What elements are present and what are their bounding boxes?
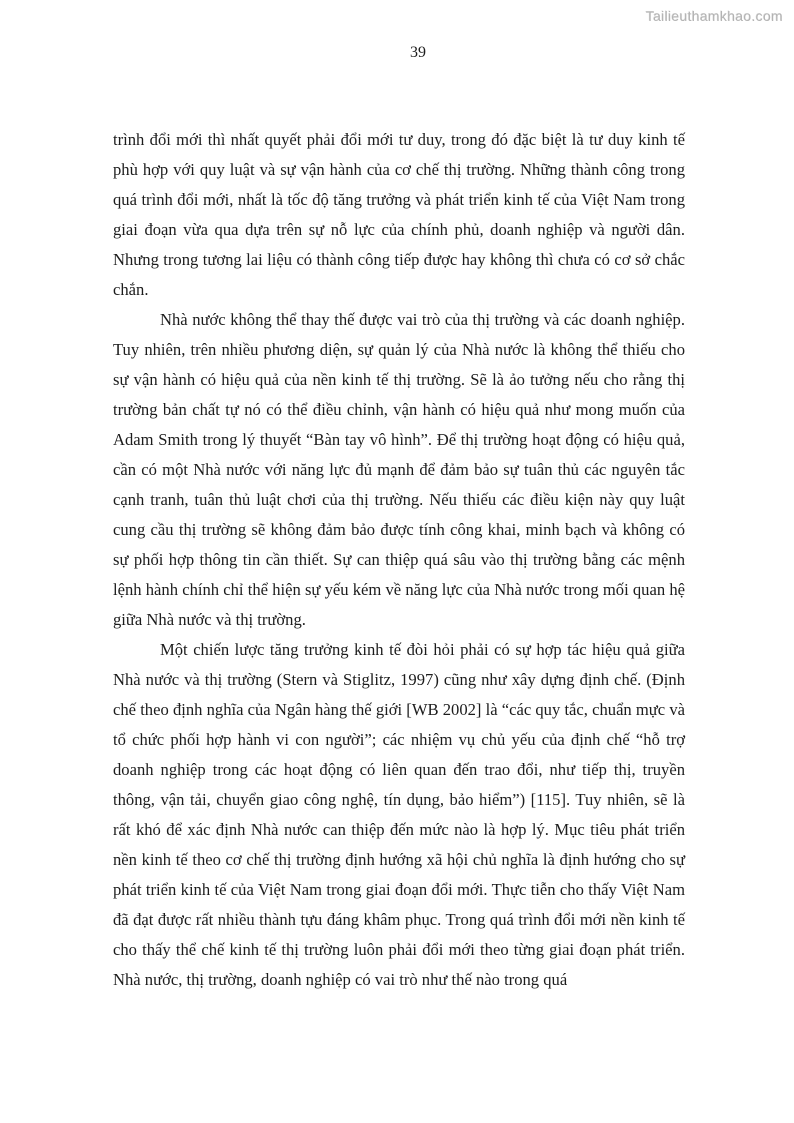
paragraph-3: Một chiến lược tăng trưởng kinh tế đòi hỏi phải có sự hợp tác hiệu quả giữa Nhà nước và thị trường (Stern và Stiglitz, 1997) cũng như xây dựng định chế. (Định chế theo định nghĩa của Ngân hàng thế giới [WB 2002] là “các quy tắc, chuẩn mực và tổ chức phối hợp hành vi con người”; các nhiệm vụ chủ yếu của định chế “hỗ trợ doanh nghiệp trong các hoạt động có liên quan đến trao đổi, như tiếp thị, truyền thông, vận tải, chuyển giao công nghệ, tín dụng, bảo hiểm”) [115]. Tuy nhiên, sẽ là rất khó để xác định Nhà nước can thiệp đến mức nào là hợp lý. Mục tiêu phát triển nền kinh tế theo cơ chế thị trường định hướng xã hội chủ nghĩa là định hướng cho sự phát triển kinh tế của Việt Nam trong giai đoạn đổi mới. Thực tiễn cho thấy Việt Nam đã đạt được rất nhiều thành tựu đáng khâm phục. Trong quá trình đổi mới nền kinh tế cho thấy thể chế kinh tế thị trường luôn phải đổi mới theo từng giai đoạn phát triển. Nhà nước, thị trường, doanh nghiệp có vai trò như thế nào trong quá (113, 640, 685, 989)
paragraph-2: Nhà nước không thể thay thế được vai trò của thị trường và các doanh nghiệp. Tuy nhiên, trên nhiều phương diện, sự quản lý của Nhà nước là không thể thiếu cho sự vận hành có hiệu quả của nền kinh tế thị trường. Sẽ là ảo tưởng nếu cho rằng thị trường bản chất tự nó có thể điều chỉnh, vận hành có hiệu quả như mong muốn của Adam Smith trong lý thuyết “Bàn tay vô hình”. Để thị trường hoạt động có hiệu quả, cần có một Nhà nước với năng lực đủ mạnh để đảm bảo sự tuân thủ các nguyên tắc cạnh tranh, tuân thủ luật chơi của thị trường. Nếu thiếu các điều kiện này quy luật cung cầu thị trường sẽ không đảm bảo được tính công khai, minh bạch và không có sự phối hợp thông tin cần thiết. Sự can thiệp quá sâu vào thị trường bằng các mệnh lệnh hành chính chỉ thể hiện sự yếu kém về năng lực của Nhà nước trong mối quan hệ giữa Nhà nước và thị trường. (113, 310, 685, 629)
document-body (113, 125, 685, 995)
paragraph-1: trình đổi mới thì nhất quyết phải đổi mới tư duy, trong đó đặc biệt là tư duy kinh tế phù hợp với quy luật và sự vận hành của cơ chế thị trường. Những thành công trong quá trình đổi mới, nhất là tốc độ tăng trưởng và phát triển kinh tế của Việt Nam trong giai đoạn vừa qua dựa trên sự nỗ lực của chính phủ, doanh nghiệp và người dân. Nhưng trong tương lai liệu có thành công tiếp được hay không thì chưa có cơ sở chắc chắn. (113, 130, 685, 299)
watermark-text: Tailieuthamkhao.com (645, 8, 783, 24)
page-number: 39 (410, 44, 426, 61)
